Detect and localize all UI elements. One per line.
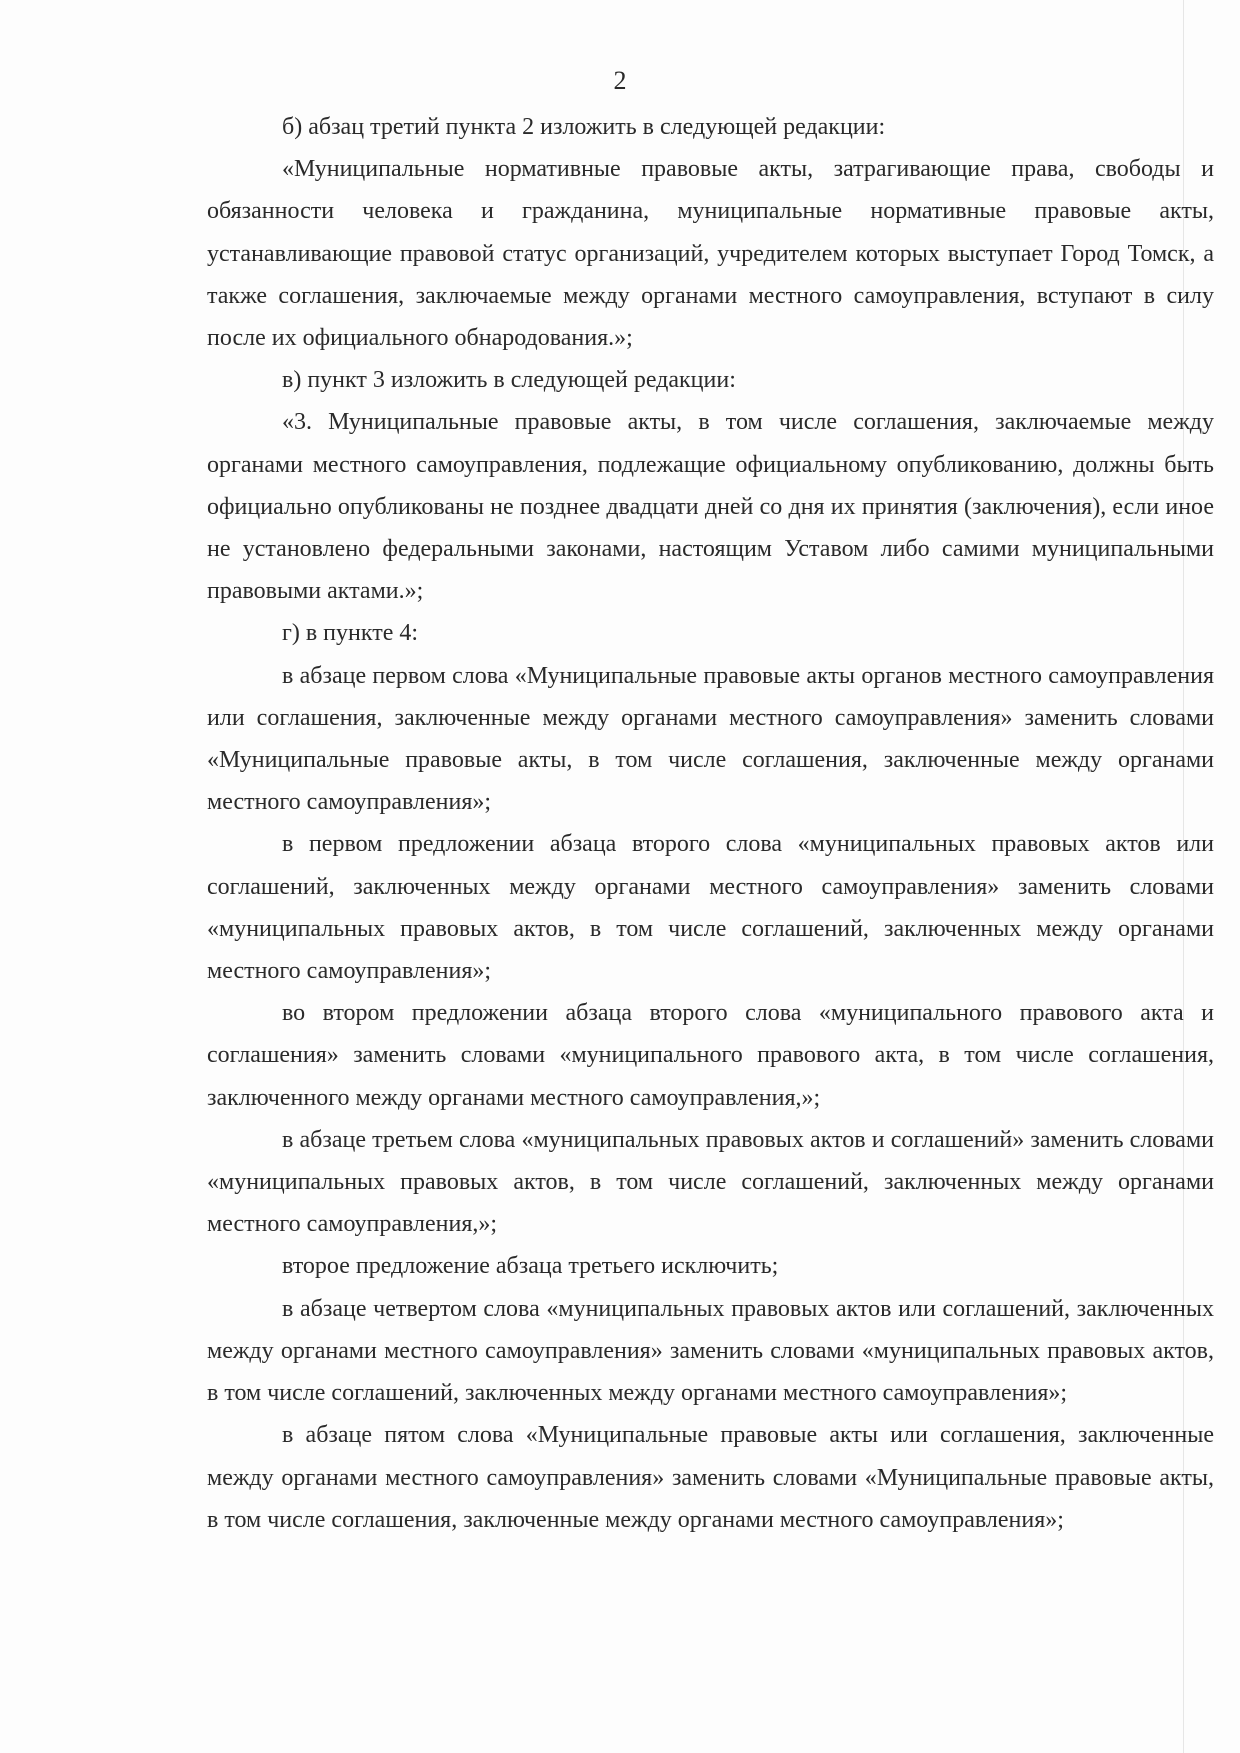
paragraph-v-heading: в) пункт 3 изложить в следующей редакции:: [282, 367, 736, 394]
document-body: [207, 106, 1214, 1541]
paragraph-g-second-abzac-first-sentence: в первом предложении абзаца второго слова «муниципальных правовых актов или соглашений, заключенных между органами местного самоуправления» заменить словами «муниципальных правовых актов, в том числе соглашений, заключенных между органами местного самоуправления»;: [207, 831, 1214, 985]
paragraph-g-fourth-abzac: в абзаце четвертом слова «муниципальных правовых актов или соглашений, заключенных между органами местного самоуправления» заменить словами «муниципальных правовых актов, в том числе соглашений, заключенных между органами местного самоуправления»;: [207, 1295, 1214, 1407]
paragraph-g-first-abzac: в абзаце первом слова «Муниципальные правовые акты органов местного самоуправления или соглашения, заключенные между органами местного самоуправления» заменить словами «Муниципальные правовые акты, в том числе соглашения, заключенные между органами местного самоуправления»;: [207, 662, 1214, 816]
paragraph-g-heading: г) в пункте 4:: [282, 620, 419, 647]
paragraph-v-text: «3. Муниципальные правовые акты, в том числе соглашения, заключаемые между органами местного самоуправления, подлежащие официальному опубликованию, должны быть официально опубликованы не позднее двадцати дней со дня их принятия (заключения), если иное не установлено федеральными законами, настоящим Уставом либо самими муниципальными правовыми актами.»;: [207, 409, 1214, 605]
paragraph-b-text: «Муниципальные нормативные правовые акты, затрагивающие права, свободы и обязанности человека и гражданина, муниципальные нормативные правовые акты, устанавливающие правовой статус организаций, учредителем которых выступает Город Томск, а также соглашения, заключаемые между органами местного самоуправления, вступают в силу после их официального обнародования.»;: [207, 156, 1214, 352]
page-number: 2: [613, 66, 627, 95]
paragraph-b-heading: б) абзац третий пункта 2 изложить в следующей редакции:: [282, 114, 886, 140]
paragraph-g-third-abzac-exclusion: второе предложение абзаца третьего исключить;: [282, 1253, 779, 1280]
paragraph-g-second-abzac-second-sentence: во втором предложении абзаца второго слова «муниципального правового акта и соглашения» заменить словами «муниципального правового акта, в том числе соглашения, заключенного между органами местного самоуправления,»;: [207, 1000, 1214, 1111]
paragraph-g-fifth-abzac: в абзаце пятом слова «Муниципальные правовые акты или соглашения, заключенные между органами местного самоуправления» заменить словами «Муниципальные правовые акты, в том числе соглашения, заключенные между органами местного самоуправления»;: [207, 1422, 1214, 1533]
paragraph-g-third-abzac: в абзаце третьем слова «муниципальных правовых актов и соглашений» заменить словами «муниципальных правовых актов, в том числе соглашений, заключенных между органами местного самоуправления,»;: [207, 1126, 1214, 1238]
